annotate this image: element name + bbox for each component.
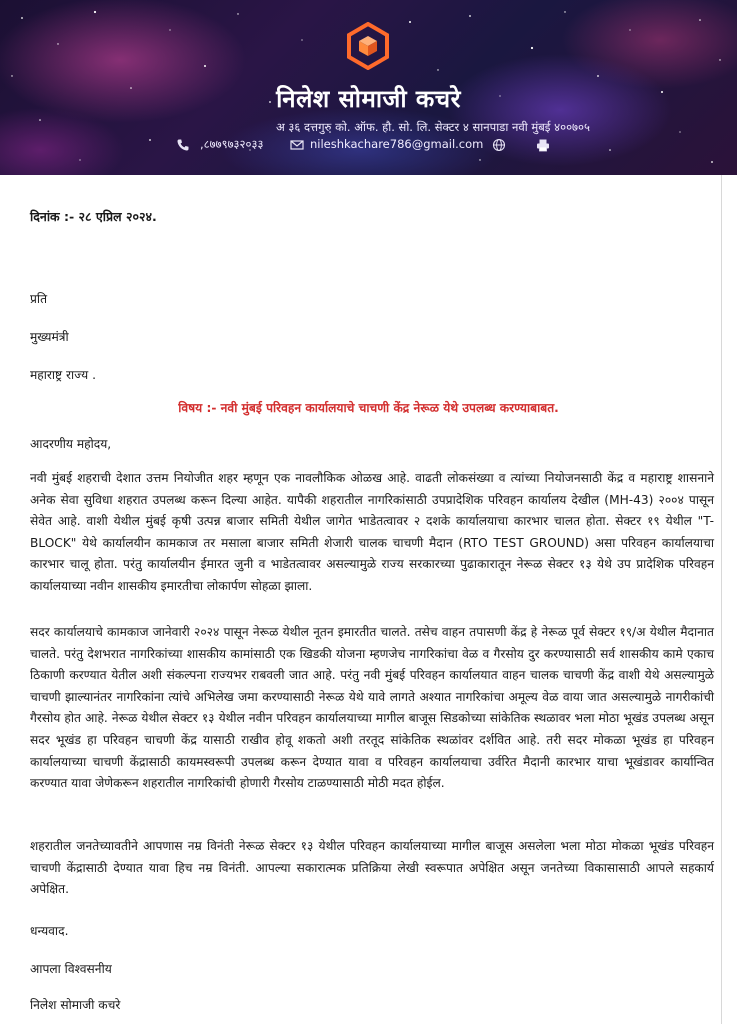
body-paragraph-3: शहरातील जनतेच्यावतीने आपणास नम्र विनंती नेरूळ सेक्टर १३ येथील परिवहन कार्यालयाच्या मागील बाजूस असलेला भला मोठा मोकळा भूखंड परिवहन चाचणी केंद्रासाठी देण्यात यावा हिच नम्र विनंती. आपल्या सकारात्मक प्रतिक्रिया लेखी स्वरूपात अपेक्षित असून जनतेच्या विकासासाठी आपले सहकार्य अपेक्षित. <box>30 839 714 897</box>
recipient-state: महाराष्ट्र राज्य . <box>30 368 96 382</box>
phone-number: ,८७७९७३२०३३ <box>200 137 264 151</box>
cube-logo-icon <box>344 22 392 70</box>
sender-name-heading: निलेश सोमाजी कचरे <box>276 85 461 113</box>
globe-icon <box>492 138 506 152</box>
closing-line: आपला विश्वसनीय <box>30 962 112 976</box>
letterhead-banner <box>0 0 737 175</box>
email-address: nileshkachare786@gmail.com <box>310 137 484 151</box>
page-edge-divider <box>721 175 722 1024</box>
contact-row <box>172 137 592 153</box>
email-icon <box>290 138 304 152</box>
salutation: आदरणीय महोदय, <box>30 437 112 451</box>
letter-subject: विषय :- नवी मुंबई परिवहन कार्यालयाचे चाचणी केंद्र नेरूळ येथे उपलब्ध करण्याबाबत. <box>178 401 559 415</box>
signature-name: निलेश सोमाजी कचरे <box>30 998 121 1012</box>
printer-icon <box>536 138 550 152</box>
body-paragraph-1: नवी मुंबई शहराची देशात उत्तम नियोजीत शहर म्हणून एक नावलौकिक ओळख आहे. वाढती लोकसंख्या व त्यांच्या नियोजनसाठी केंद्र व महाराष्ट्र शासनाने अनेक सेवा सुविधा शहरात उपलब्ध करून दिल्या आहेत. यापैकी शहरातील नागरिकांसाठी उपप्रादेशिक परिवहन कार्यालय देखील (MH-43) २००४ पासून सेवेत आहे. वाशी येथील मुंबई कृषी उत्पन्न बाजार समिती येथील जागेत भाडेतत्वावर २ दशके कार्यालयाचा कारभार चालत होता. सेक्टर १९ येथील "T- BLOCK" येथे कार्यालयीन कामकाज तर मसाला बाजार समिती शेजारी चालक चाचणी मैदान (RTO TEST GROUND) असा परिवहन कार्यालयाचा कारभार चालू होता. परंतु कार्यालयीन ईमारत जुनी व भाडेतत्वावर असल्यामुळे राज्य सरकारच्या पुढाकारातून नेरूळ सेक्टर १३ येथे उप प्रादेशिक परिवहन कार्यालयाच्या नवीन शासकीय इमारतीचा लोकार्पण सोहळा झाला. <box>30 471 714 593</box>
recipient-label: प्रति <box>30 292 48 306</box>
body-paragraph-2: सदर कार्यालयाचे कामकाज जानेवारी २०२४ पासून नेरूळ येथील नूतन इमारतीत चालते. तसेच वाहन तपासणी केंद्र हे नेरूळ पूर्व सेक्टर १९/अ येथील मैदानात चालते. परंतु देशभरात नागरिकांच्या शासकीय कामांसाठी एक खिडकी योजना म्हणजेच नागरिकांचा वेळ व गैरसोय दुर करण्यासाठी सर्व शासकीय कामे एकाच ठिकाणी करण्यात येतील अशी संकल्पना राज्यभर राबवली जात आहे. परंतु नवी मुंबई परिवहन कार्यालयात वाहन चालक चाचणी केंद्र वाशी येथे असल्यामुळे चाचणी झाल्यानंतर नागरिकांना त्यांचे अभिलेख जमा करण्यासाठी नेरूळ येथे यावे लागते अश्यात नागरिकांचा अमूल्य वेळ वाया जात असल्यामुळे नागरीकांची गैरसोय होत आहे. नेरूळ येथील सेक्टर १३ येथील नवीन परिवहन कार्यालयाच्या मागील बाजूस सिडकोच्या सांकेतिक स्थळावर भला मोठा भूखंड उपलब्ध असून सदर भूखंड हा परिवहन चाचणी केंद्र यासाठी राखीव होवू शकतो अशी तरतूद सांकेतिक स्थळांवर दर्शवित आहे. तरी सदर मोकळा भूखंड हा परिवहन कार्यालयाच्या चाचणी केंद्रासाठी कायमस्वरूपी उपलब्ध करून देण्यात यावा व परिवहन कार्यालयाचा उर्वरित मैदानी कारभार याचा भूखंडावर कार्यान्वित करण्यात यावा जेणेकरून शहरातील नागरिकांची होणारी गैरसोय टाळण्यासाठी मोठी मदत होईल. <box>30 625 714 791</box>
letter-date: दिनांक :- २८ एप्रिल २०२४. <box>30 209 157 224</box>
sender-address: अ ३६ दत्तगुरु को. ऑफ. हौ. सो. लि. सेक्टर ४ सानपाडा नवी मुंबई ४००७०५ <box>275 120 590 134</box>
phone-icon <box>176 138 190 152</box>
thanks-line: धन्यवाद. <box>30 924 69 938</box>
recipient-title: मुख्यमंत्री <box>30 330 69 344</box>
